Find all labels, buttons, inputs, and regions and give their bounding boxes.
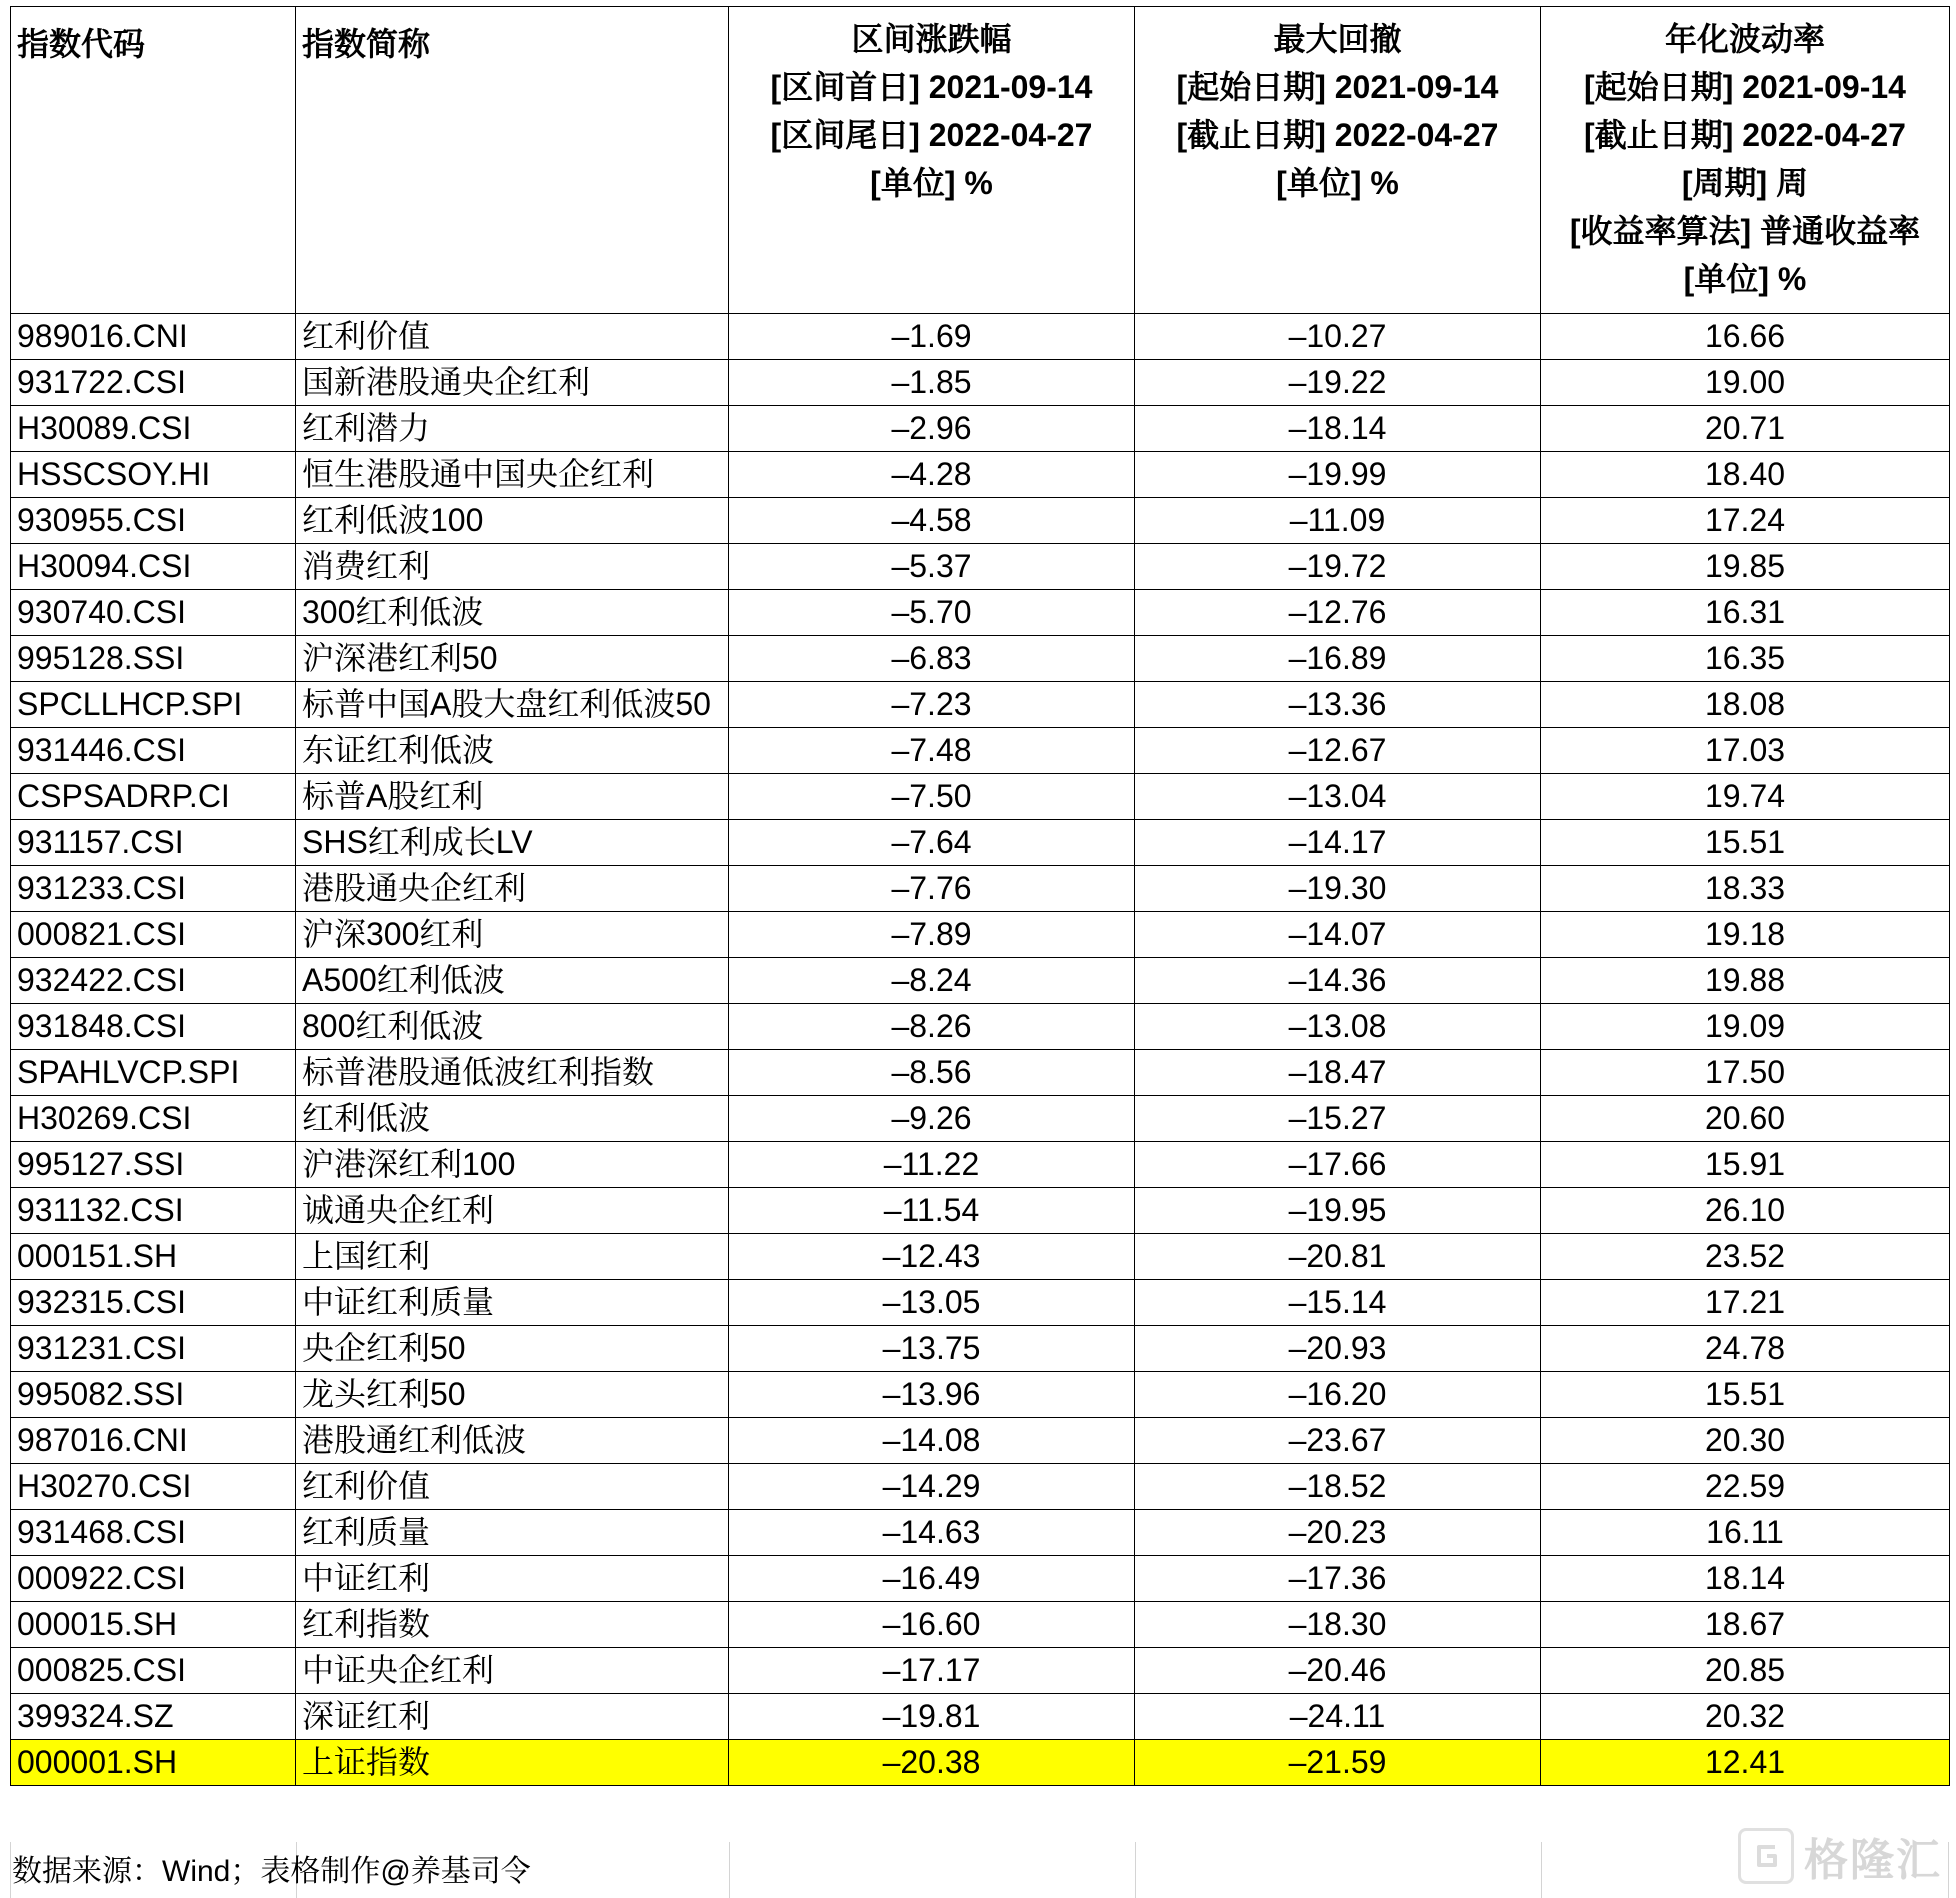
cell-name[interactable]: 港股通红利低波	[296, 1418, 729, 1464]
cell-drawdown[interactable]: –20.46	[1135, 1648, 1541, 1694]
cell-drawdown[interactable]: –13.04	[1135, 774, 1541, 820]
cell-volatility[interactable]: 18.40	[1541, 452, 1950, 498]
table-row[interactable]	[11, 912, 1950, 958]
cell-code[interactable]: 930955.CSI	[11, 498, 296, 544]
cell-volatility[interactable]: 16.31	[1541, 590, 1950, 636]
cell-code[interactable]: 995082.SSI	[11, 1372, 296, 1418]
cell-drawdown[interactable]: –20.93	[1135, 1326, 1541, 1372]
cell-name[interactable]: 龙头红利50	[296, 1372, 729, 1418]
cell-volatility[interactable]: 23.52	[1541, 1234, 1950, 1280]
cell-code[interactable]: 399324.SZ	[11, 1694, 296, 1740]
cell-name[interactable]: 中证红利	[296, 1556, 729, 1602]
watermark	[1738, 1824, 1942, 1888]
cell-drawdown[interactable]: –15.14	[1135, 1280, 1541, 1326]
cell-code[interactable]: 931848.CSI	[11, 1004, 296, 1050]
table-row[interactable]	[11, 1326, 1950, 1372]
cell-code[interactable]: 931157.CSI	[11, 820, 296, 866]
cell-change[interactable]: –17.17	[729, 1648, 1135, 1694]
cell-code[interactable]: H30089.CSI	[11, 406, 296, 452]
cell-volatility[interactable]: 26.10	[1541, 1188, 1950, 1234]
table-row[interactable]	[11, 958, 1950, 1004]
cell-drawdown[interactable]: –12.67	[1135, 728, 1541, 774]
header-drawdown-line: [截止日期] 2022-04-27	[1176, 117, 1499, 153]
cell-drawdown[interactable]: –13.36	[1135, 682, 1541, 728]
header-code[interactable]: 指数代码	[11, 7, 296, 314]
table-row[interactable]	[11, 1556, 1950, 1602]
cell-drawdown[interactable]: –18.47	[1135, 1050, 1541, 1096]
cell-name[interactable]: 中证央企红利	[296, 1648, 729, 1694]
cell-name[interactable]: 沪深300红利	[296, 912, 729, 958]
cell-name[interactable]: 标普中国A股大盘红利低波50	[296, 682, 729, 728]
cell-name[interactable]: 红利低波	[296, 1096, 729, 1142]
cell-code[interactable]: H30270.CSI	[11, 1464, 296, 1510]
cell-name[interactable]: 上证指数	[296, 1740, 729, 1786]
table-row[interactable]	[11, 1142, 1950, 1188]
cell-volatility[interactable]: 19.00	[1541, 360, 1950, 406]
cell-drawdown[interactable]: –20.81	[1135, 1234, 1541, 1280]
header-volatility-line: [单位] %	[1683, 261, 1807, 297]
cell-change[interactable]: –12.43	[729, 1234, 1135, 1280]
cell-change[interactable]: –7.89	[729, 912, 1135, 958]
cell-code[interactable]: 000922.CSI	[11, 1556, 296, 1602]
cell-change[interactable]: –9.26	[729, 1096, 1135, 1142]
cell-code[interactable]: SPAHLVCP.SPI	[11, 1050, 296, 1096]
cell-volatility[interactable]: 17.21	[1541, 1280, 1950, 1326]
cell-code[interactable]: 930740.CSI	[11, 590, 296, 636]
cell-change[interactable]: –7.23	[729, 682, 1135, 728]
cell-name[interactable]: 标普A股红利	[296, 774, 729, 820]
cell-code[interactable]: 932315.CSI	[11, 1280, 296, 1326]
header-change-line: [区间首日] 2021-09-14	[770, 69, 1093, 105]
cell-name[interactable]: 恒生港股通中国央企红利	[296, 452, 729, 498]
cell-change[interactable]: –5.37	[729, 544, 1135, 590]
header-volatility[interactable]	[1541, 7, 1950, 314]
cell-change[interactable]: –14.29	[729, 1464, 1135, 1510]
table-row[interactable]	[11, 820, 1950, 866]
cell-drawdown[interactable]: –11.09	[1135, 498, 1541, 544]
cell-volatility[interactable]: 24.78	[1541, 1326, 1950, 1372]
cell-volatility[interactable]: 17.24	[1541, 498, 1950, 544]
cell-drawdown[interactable]: –24.11	[1135, 1694, 1541, 1740]
cell-drawdown[interactable]: –18.30	[1135, 1602, 1541, 1648]
cell-change[interactable]: –7.76	[729, 866, 1135, 912]
header-name[interactable]: 指数简称	[296, 7, 729, 314]
cell-change[interactable]: –11.22	[729, 1142, 1135, 1188]
cell-drawdown[interactable]: –14.17	[1135, 820, 1541, 866]
cell-volatility[interactable]: 18.33	[1541, 866, 1950, 912]
cell-change[interactable]: –16.49	[729, 1556, 1135, 1602]
cell-change[interactable]: –8.26	[729, 1004, 1135, 1050]
cell-name[interactable]: 红利潜力	[296, 406, 729, 452]
cell-drawdown[interactable]: –14.07	[1135, 912, 1541, 958]
header-change-line: 区间涨跌幅	[851, 21, 1012, 57]
table-row[interactable]	[11, 1096, 1950, 1142]
table-row-highlighted[interactable]	[11, 1740, 1950, 1786]
cell-change[interactable]: –4.28	[729, 452, 1135, 498]
cell-code[interactable]: 000821.CSI	[11, 912, 296, 958]
cell-drawdown[interactable]: –19.22	[1135, 360, 1541, 406]
cell-name[interactable]: 东证红利低波	[296, 728, 729, 774]
table-row[interactable]	[11, 1280, 1950, 1326]
cell-change[interactable]: –7.48	[729, 728, 1135, 774]
table-row[interactable]	[11, 1372, 1950, 1418]
cell-code[interactable]: 931231.CSI	[11, 1326, 296, 1372]
cell-code[interactable]: 000015.SH	[11, 1602, 296, 1648]
cell-code[interactable]: 995127.SSI	[11, 1142, 296, 1188]
cell-name[interactable]: 国新港股通央企红利	[296, 360, 729, 406]
cell-volatility[interactable]: 12.41	[1541, 1740, 1950, 1786]
table-row[interactable]	[11, 636, 1950, 682]
cell-volatility[interactable]: 19.09	[1541, 1004, 1950, 1050]
cell-code[interactable]: HSSCSOY.HI	[11, 452, 296, 498]
table-row[interactable]	[11, 452, 1950, 498]
cell-volatility[interactable]: 19.85	[1541, 544, 1950, 590]
header-volatility-line: 年化波动率	[1664, 21, 1825, 57]
cell-drawdown[interactable]: –23.67	[1135, 1418, 1541, 1464]
table-row[interactable]	[11, 1694, 1950, 1740]
cell-code[interactable]: 000001.SH	[11, 1740, 296, 1786]
cell-drawdown[interactable]: –19.95	[1135, 1188, 1541, 1234]
cell-volatility[interactable]: 19.74	[1541, 774, 1950, 820]
table-row[interactable]	[11, 1050, 1950, 1096]
cell-drawdown[interactable]: –19.30	[1135, 866, 1541, 912]
cell-change[interactable]: –7.50	[729, 774, 1135, 820]
cell-name[interactable]: 消费红利	[296, 544, 729, 590]
header-drawdown-line: [单位] %	[1276, 165, 1399, 201]
cell-drawdown[interactable]: –17.36	[1135, 1556, 1541, 1602]
cell-volatility[interactable]: 16.35	[1541, 636, 1950, 682]
table-row[interactable]	[11, 406, 1950, 452]
cell-volatility[interactable]: 15.51	[1541, 820, 1950, 866]
header-volatility-line: [收益率算法] 普通收益率	[1569, 213, 1921, 249]
cell-change[interactable]: –16.60	[729, 1602, 1135, 1648]
cell-volatility[interactable]: 20.32	[1541, 1694, 1950, 1740]
cell-change[interactable]: –7.64	[729, 820, 1135, 866]
table-row[interactable]	[11, 774, 1950, 820]
table-row[interactable]	[11, 1510, 1950, 1556]
cell-change[interactable]: –13.05	[729, 1280, 1135, 1326]
cell-change[interactable]: –14.63	[729, 1510, 1135, 1556]
cell-volatility[interactable]: 17.50	[1541, 1050, 1950, 1096]
table-row[interactable]	[11, 1602, 1950, 1648]
cell-change[interactable]: –8.24	[729, 958, 1135, 1004]
cell-volatility[interactable]: 20.85	[1541, 1648, 1950, 1694]
header-drawdown[interactable]	[1135, 7, 1541, 314]
table-row[interactable]	[11, 1464, 1950, 1510]
table-row[interactable]	[11, 866, 1950, 912]
cell-drawdown[interactable]: –17.66	[1135, 1142, 1541, 1188]
cell-drawdown[interactable]: –15.27	[1135, 1096, 1541, 1142]
table-row[interactable]	[11, 728, 1950, 774]
cell-volatility[interactable]: 15.91	[1541, 1142, 1950, 1188]
cell-volatility[interactable]: 18.14	[1541, 1556, 1950, 1602]
cell-volatility[interactable]: 20.71	[1541, 406, 1950, 452]
cell-code[interactable]: 995128.SSI	[11, 636, 296, 682]
table-body	[11, 314, 1950, 1786]
cell-name[interactable]: 沪深港红利50	[296, 636, 729, 682]
logo-glyph	[1749, 1839, 1783, 1873]
source-note: 数据来源：Wind；表格制作@养基司令	[12, 1855, 531, 1888]
cell-change[interactable]: –20.38	[729, 1740, 1135, 1786]
cell-name[interactable]: 上国红利	[296, 1234, 729, 1280]
index-table	[10, 6, 1950, 1786]
cell-name[interactable]: 红利价值	[296, 314, 729, 360]
header-volatility-line: [起始日期] 2021-09-14	[1584, 69, 1906, 105]
table-row[interactable]	[11, 544, 1950, 590]
cell-drawdown[interactable]: –16.89	[1135, 636, 1541, 682]
cell-volatility[interactable]: 20.30	[1541, 1418, 1950, 1464]
cell-change[interactable]: –11.54	[729, 1188, 1135, 1234]
cell-volatility[interactable]: 18.08	[1541, 682, 1950, 728]
cell-name[interactable]: 300红利低波	[296, 590, 729, 636]
cell-change[interactable]: –4.58	[729, 498, 1135, 544]
cell-name[interactable]: 红利指数	[296, 1602, 729, 1648]
cell-drawdown[interactable]: –13.08	[1135, 1004, 1541, 1050]
cell-drawdown[interactable]: –19.99	[1135, 452, 1541, 498]
cell-volatility[interactable]: 16.66	[1541, 314, 1950, 360]
cell-drawdown[interactable]: –21.59	[1135, 1740, 1541, 1786]
table-row[interactable]	[11, 360, 1950, 406]
cell-code[interactable]: 931233.CSI	[11, 866, 296, 912]
cell-code[interactable]: 000151.SH	[11, 1234, 296, 1280]
header-change[interactable]	[729, 7, 1135, 314]
cell-change[interactable]: –6.83	[729, 636, 1135, 682]
cell-drawdown[interactable]: –20.23	[1135, 1510, 1541, 1556]
cell-name[interactable]: 港股通央企红利	[296, 866, 729, 912]
cell-drawdown[interactable]: –16.20	[1135, 1372, 1541, 1418]
cell-name[interactable]: 红利低波100	[296, 498, 729, 544]
cell-drawdown[interactable]: –18.14	[1135, 406, 1541, 452]
cell-change[interactable]: –2.96	[729, 406, 1135, 452]
cell-name[interactable]: 红利价值	[296, 1464, 729, 1510]
table-row[interactable]	[11, 1418, 1950, 1464]
cell-name[interactable]: 沪港深红利100	[296, 1142, 729, 1188]
cell-code[interactable]: 000825.CSI	[11, 1648, 296, 1694]
cell-volatility[interactable]: 20.60	[1541, 1096, 1950, 1142]
cell-volatility[interactable]: 17.03	[1541, 728, 1950, 774]
header-change-line: [单位] %	[870, 165, 993, 201]
cell-change[interactable]: –1.69	[729, 314, 1135, 360]
cell-volatility[interactable]: 19.18	[1541, 912, 1950, 958]
header-volatility-line: [周期] 周	[1681, 165, 1809, 201]
cell-code[interactable]: CSPSADRP.CI	[11, 774, 296, 820]
table-row[interactable]	[11, 1188, 1950, 1234]
cell-volatility[interactable]: 18.67	[1541, 1602, 1950, 1648]
cell-code[interactable]: H30269.CSI	[11, 1096, 296, 1142]
table-row[interactable]	[11, 1234, 1950, 1280]
cell-code[interactable]: 931468.CSI	[11, 1510, 296, 1556]
cell-drawdown[interactable]: –18.52	[1135, 1464, 1541, 1510]
cell-change[interactable]: –19.81	[729, 1694, 1135, 1740]
cell-code[interactable]: 931446.CSI	[11, 728, 296, 774]
table-row[interactable]	[11, 498, 1950, 544]
cell-code[interactable]: H30094.CSI	[11, 544, 296, 590]
table-row[interactable]	[11, 1004, 1950, 1050]
header-row	[11, 7, 1950, 314]
cell-volatility[interactable]: 19.88	[1541, 958, 1950, 1004]
cell-name[interactable]: 央企红利50	[296, 1326, 729, 1372]
cell-volatility[interactable]: 16.11	[1541, 1510, 1950, 1556]
cell-name[interactable]: 诚通央企红利	[296, 1188, 729, 1234]
cell-drawdown[interactable]: –12.76	[1135, 590, 1541, 636]
table-row[interactable]	[11, 314, 1950, 360]
cell-name[interactable]: SHS红利成长LV	[296, 820, 729, 866]
header-drawdown-line: [起始日期] 2021-09-14	[1176, 69, 1499, 105]
cell-drawdown[interactable]: –19.72	[1135, 544, 1541, 590]
header-change-line: [区间尾日] 2022-04-27	[770, 117, 1093, 153]
cell-change[interactable]: –5.70	[729, 590, 1135, 636]
cell-code[interactable]: 931132.CSI	[11, 1188, 296, 1234]
cell-code[interactable]: 931722.CSI	[11, 360, 296, 406]
cell-change[interactable]: –13.96	[729, 1372, 1135, 1418]
cell-change[interactable]: –13.75	[729, 1326, 1135, 1372]
cell-code[interactable]: 987016.CNI	[11, 1418, 296, 1464]
table-row[interactable]	[11, 590, 1950, 636]
cell-volatility[interactable]: 15.51	[1541, 1372, 1950, 1418]
watermark-text: 格隆汇	[1804, 1836, 1942, 1885]
cell-name[interactable]: 标普港股通低波红利指数	[296, 1050, 729, 1096]
cell-code[interactable]: SPCLLHCP.SPI	[11, 682, 296, 728]
cell-drawdown[interactable]: –10.27	[1135, 314, 1541, 360]
table-row[interactable]	[11, 1648, 1950, 1694]
cell-name[interactable]: 深证红利	[296, 1694, 729, 1740]
cell-name[interactable]: 中证红利质量	[296, 1280, 729, 1326]
cell-drawdown[interactable]: –14.36	[1135, 958, 1541, 1004]
cell-code[interactable]: 989016.CNI	[11, 314, 296, 360]
table-row[interactable]	[11, 682, 1950, 728]
cell-name[interactable]: 红利质量	[296, 1510, 729, 1556]
cell-volatility[interactable]: 22.59	[1541, 1464, 1950, 1510]
header-volatility-line: [截止日期] 2022-04-27	[1584, 117, 1906, 153]
cell-code[interactable]: 932422.CSI	[11, 958, 296, 1004]
header-drawdown-line: 最大回撤	[1273, 21, 1402, 57]
cell-name[interactable]: 800红利低波	[296, 1004, 729, 1050]
cell-change[interactable]: –14.08	[729, 1418, 1135, 1464]
gelonghui-logo-icon	[1738, 1828, 1794, 1884]
cell-change[interactable]: –1.85	[729, 360, 1135, 406]
cell-name[interactable]: A500红利低波	[296, 958, 729, 1004]
cell-change[interactable]: –8.56	[729, 1050, 1135, 1096]
table-header	[11, 7, 1950, 314]
